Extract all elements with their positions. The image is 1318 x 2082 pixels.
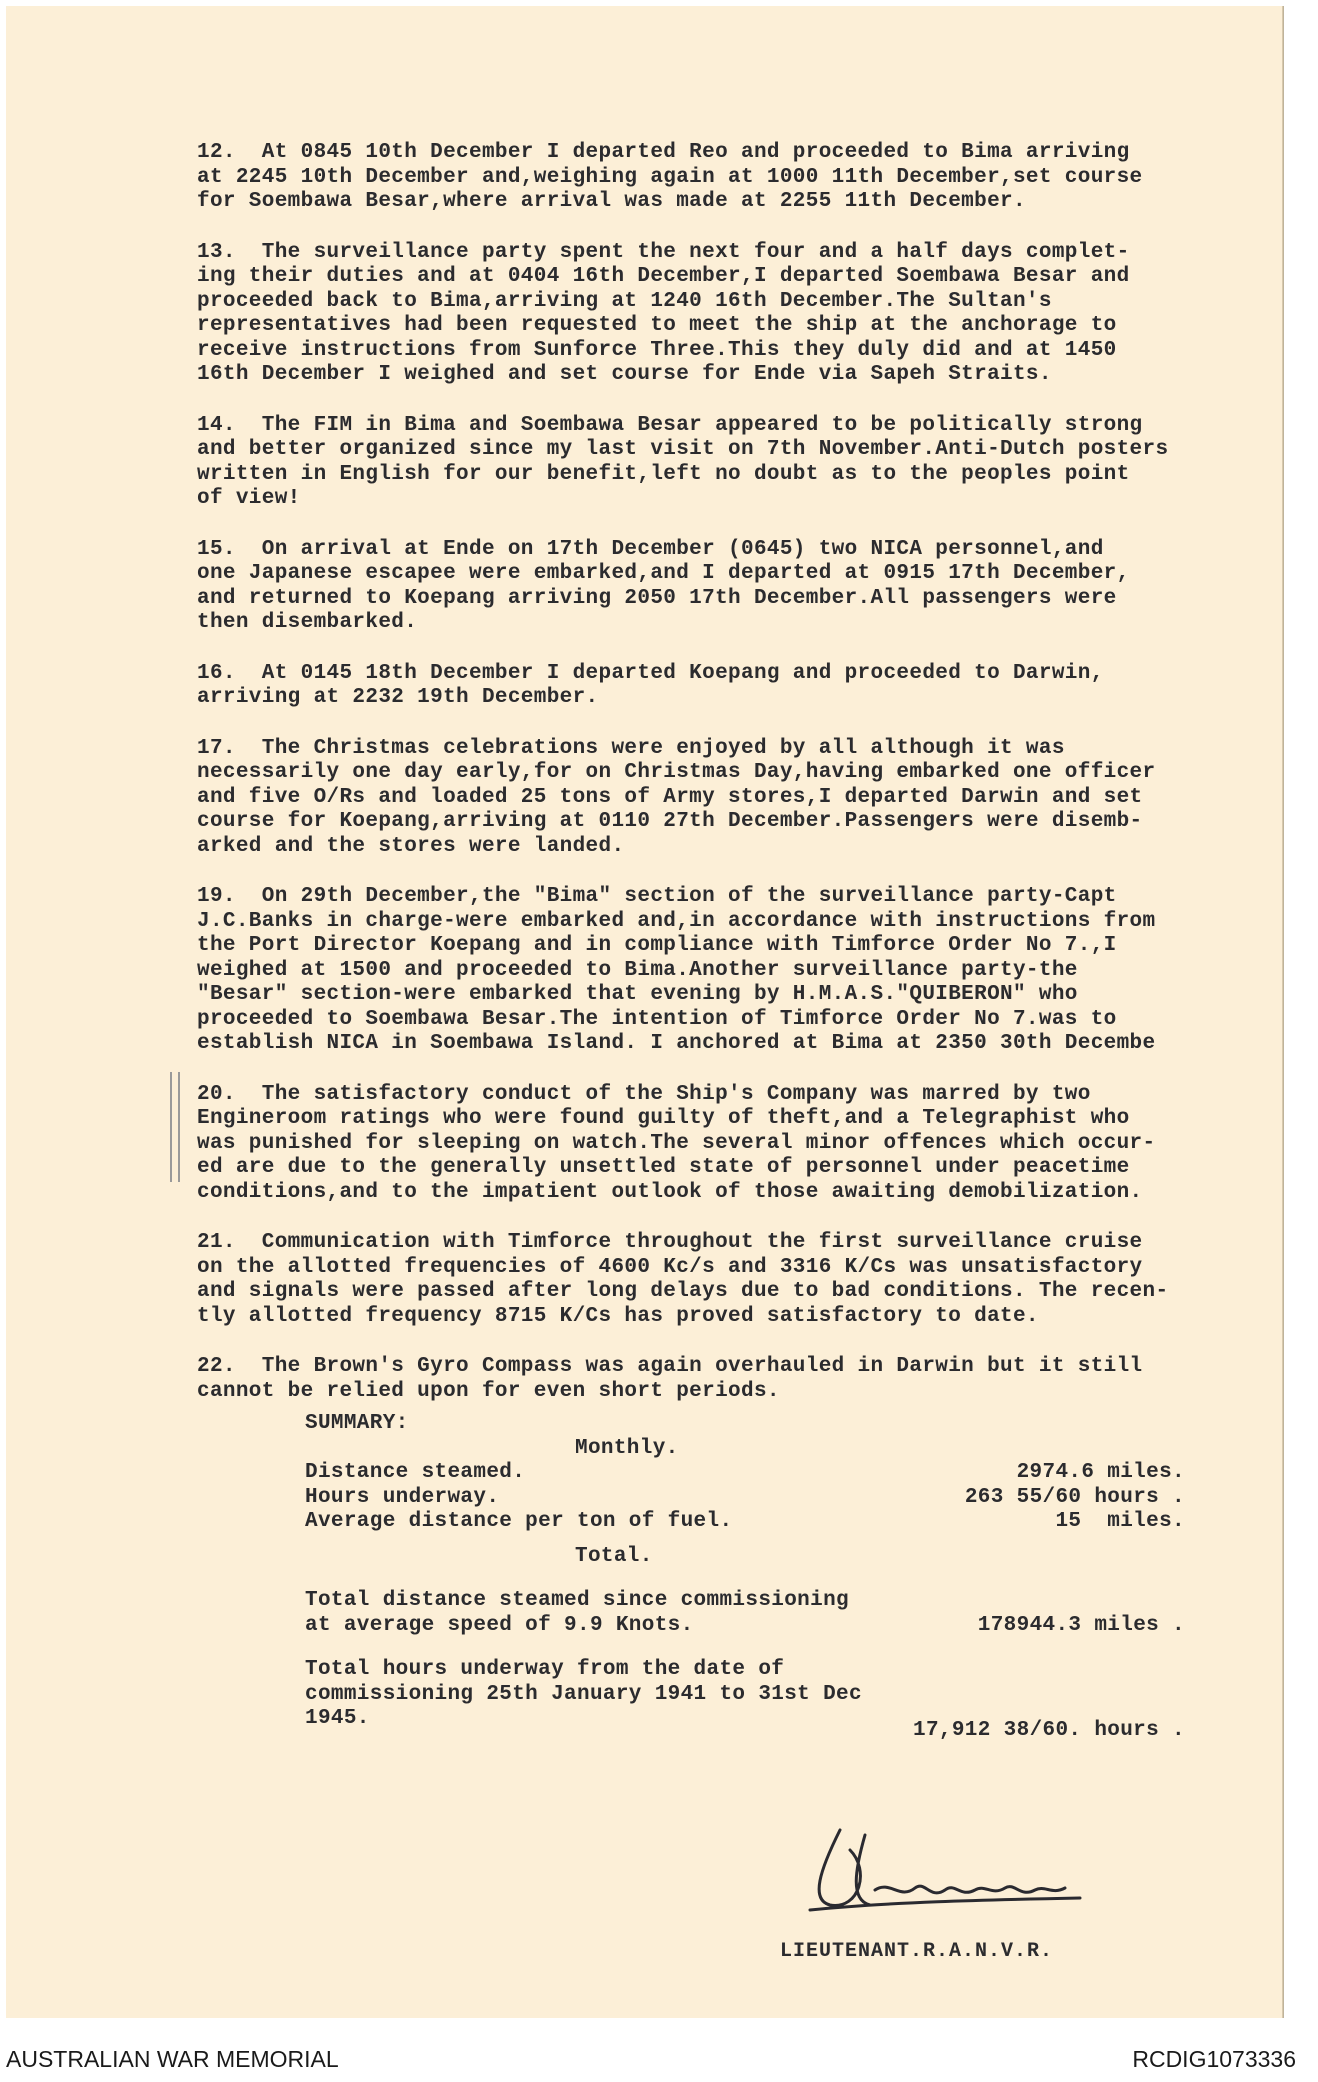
total-distance-row: at average speed of 9.9 Knots. 178944.3 miles .	[305, 1613, 1185, 1637]
monthly-row: Hours underway. 263 55/60 hours .	[305, 1485, 1185, 1509]
paragraph-line: and signals were passed after long delays due to bad conditions. The recen-	[197, 1280, 1169, 1303]
paragraph-line: 22. The Brown's Gyro Compass was again overhauled in Darwin but it still	[197, 1355, 1143, 1378]
paragraph-line: written in English for our benefit,left no doubt as to the peoples point	[197, 462, 1130, 486]
paragraph-19	[197, 885, 1263, 1057]
paragraph-line: 14. The FIM in Bima and Soembawa Besar appeared to be politically strong	[197, 413, 1143, 437]
paragraph-line: arked and the stores were landed.	[197, 834, 625, 858]
paragraph-line: 20. The satisfactory conduct of the Ship's Company was marred by two	[197, 1082, 1091, 1106]
paragraph-line: on the allotted frequencies of 4600 Kc/s and 3316 K/Cs was unsatisfactory	[197, 1255, 1143, 1279]
paragraph-line: then disembarked.	[197, 611, 418, 634]
paragraph-line: conditions,and to the impatient outlook of those awaiting demobilization.	[197, 1180, 1143, 1204]
paragraph-16	[197, 662, 1263, 711]
paragraph-line: for Soembawa Besar,where arrival was made at 2255 11th December.	[197, 190, 1026, 213]
summary-heading: SUMMARY:	[305, 1412, 409, 1435]
paragraph-line: one Japanese escapee were embarked,and I departed at 0915 17th December,	[197, 562, 1130, 585]
paragraph-line: necessarily one day early,for on Christmas Day,having embarked one officer	[197, 761, 1156, 784]
paragraph-22	[197, 1355, 1263, 1404]
paragraph-line: 12. At 0845 10th December I departed Reo and proceeded to Bima arriving	[197, 141, 1130, 164]
total-heading: Total.	[575, 1544, 653, 1568]
paragraph-line: 19. On 29th December,the "Bima" section of the surveillance party-Capt	[197, 885, 1117, 908]
total-hours-line: Total hours underway from the date of	[305, 1658, 785, 1681]
total-hours-row: 1945. 17,912 38/60. hours .	[305, 1707, 1185, 1742]
paragraph-line: Engineroom ratings who were found guilty of theft,and a Telegraphist who	[197, 1107, 1130, 1130]
paragraph-20	[197, 1083, 1263, 1206]
paragraph-line: proceeded to Soembawa Besar.The intention of Timforce Order No 7.was to	[197, 1007, 1117, 1031]
paragraph-line: and returned to Koepang arriving 2050 17th December.All passengers were	[197, 586, 1117, 610]
paragraph-12	[197, 141, 1263, 215]
paragraph-line: arriving at 2232 19th December.	[197, 686, 599, 709]
footer-archive-name: AUSTRALIAN WAR MEMORIAL	[6, 2046, 339, 2072]
paragraph-line: was punished for sleeping on watch.The several minor offences which occur-	[197, 1131, 1156, 1155]
paragraph-17	[197, 737, 1263, 860]
paragraph-line: and better organized since my last visit on 7th November.Anti-Dutch posters	[197, 438, 1169, 461]
paragraph-line: "Besar" section-were embarked that evening by H.M.A.S."QUIBERON" who	[197, 983, 1078, 1006]
paragraph-line: ing their duties and at 0404 16th December,I departed Soembawa Besar and	[197, 265, 1130, 288]
margin-annotation-mark	[170, 1072, 180, 1182]
paragraph-line: the Port Director Koepang and in compliance with Timforce Order No 7.,I	[197, 934, 1117, 957]
paragraph-line: cannot be relied upon for even short periods.	[197, 1379, 780, 1403]
paragraph-line: ed are due to the generally unsettled state of personnel under peacetime	[197, 1156, 1130, 1179]
paragraph-line: and five O/Rs and loaded 25 tons of Army stores,I departed Darwin and set	[197, 785, 1143, 809]
paragraph-line: tly allotted frequency 8715 K/Cs has proved satisfactory to date.	[197, 1304, 1039, 1328]
paragraph-line: 17. The Christmas celebrations were enjoyed by all although it was	[197, 736, 1065, 760]
paragraph-line: proceeded back to Bima,arriving at 1240 16th December.The Sultan's	[197, 289, 1052, 313]
paragraph-14	[197, 414, 1263, 512]
paragraph-line: 21. Communication with Timforce throughout the first surveillance cruise	[197, 1231, 1143, 1254]
paragraph-line: weighed at 1500 and proceeded to Bima.Another surveillance party-the	[197, 958, 1078, 982]
paragraph-line: 13. The surveillance party spent the next four and a half days complet-	[197, 240, 1130, 264]
total-hours-line: commissioning 25th January 1941 to 31st Dec	[305, 1682, 862, 1706]
paragraph-line: 16th December I weighed and set course for Ende via Sapeh Straits.	[197, 363, 1052, 386]
paragraph-line: at 2245 10th December and,weighing again at 1000 11th December,set course	[197, 165, 1143, 189]
paragraph-15	[197, 538, 1263, 636]
paragraph-21	[197, 1231, 1263, 1329]
paragraph-line: representatives had been requested to meet the ship at the anchorage to	[197, 314, 1117, 337]
monthly-row: Average distance per ton of fuel. 15 miles.	[305, 1510, 1185, 1533]
total-distance-line: Total distance steamed since commissioning	[305, 1589, 849, 1612]
paragraph-line: establish NICA in Soembawa Island. I anchored at Bima at 2350 30th Decembe	[197, 1032, 1156, 1055]
paragraph-line: 16. At 0145 18th December I departed Koepang and proceeded to Darwin,	[197, 661, 1104, 685]
footer-document-id: RCDIG1073336	[1132, 2046, 1296, 2072]
monthly-row: Distance steamed. 2974.6 miles.	[305, 1461, 1185, 1484]
summary-section	[305, 1412, 1185, 1742]
handwritten-signature	[780, 1810, 1100, 1930]
signatory-rank: LIEUTENANT.R.A.N.V.R.	[780, 1940, 1054, 1963]
paragraph-13	[197, 241, 1263, 388]
monthly-heading: Monthly.	[575, 1436, 679, 1460]
paragraph-line: 15. On arrival at Ende on 17th December (0645) two NICA personnel,and	[197, 537, 1104, 561]
paragraph-line: J.C.Banks in charge-were embarked and,in accordance with instructions from	[197, 909, 1156, 933]
paragraph-line: receive instructions from Sunforce Three.This they duly did and at 1450	[197, 338, 1117, 362]
report-body	[197, 141, 1263, 1430]
paragraph-line: of view!	[197, 487, 301, 510]
paragraph-line: course for Koepang,arriving at 0110 27th December.Passengers were disemb-	[197, 810, 1143, 833]
